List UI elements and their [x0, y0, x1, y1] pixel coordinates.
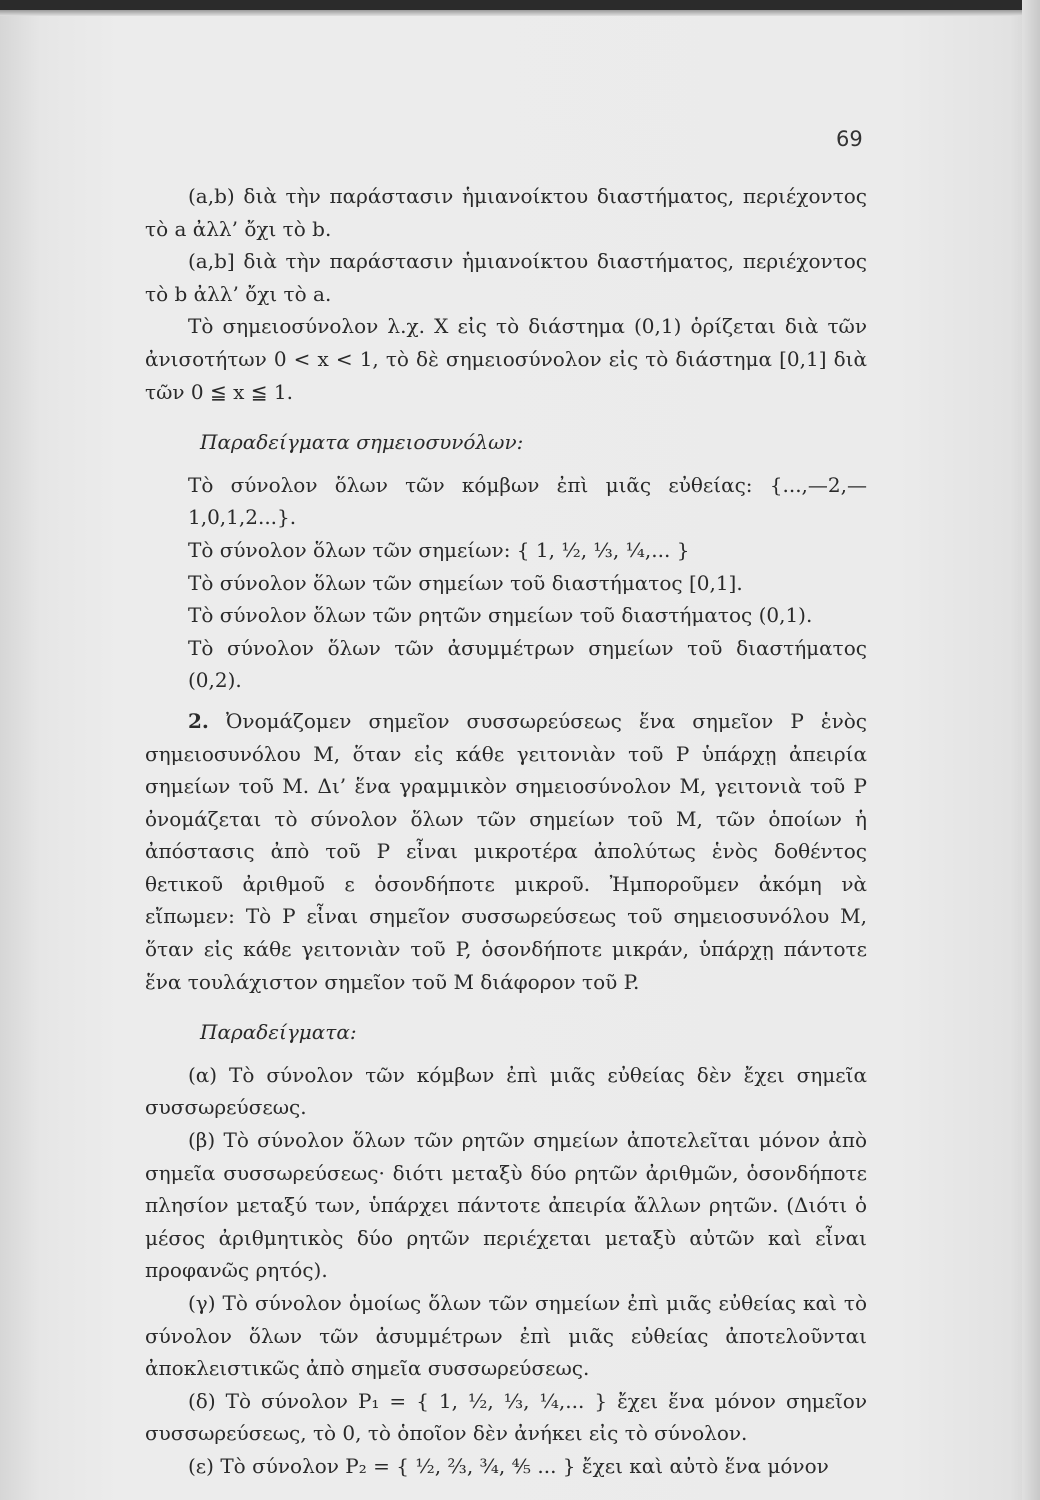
section-2-text: Ὀνομάζομεν σημεῖον συσσωρεύσεως ἕνα σημεῖον P ἑνὸς σημειοσυνόλου M, ὅταν εἰς κάθε γειτονιὰν τοῦ P ὑπάρχῃ ἀπειρία σημείων τοῦ M. Δι’ ἕνα γραμμικὸν σημειοσύνολον M, γειτονιὰ τοῦ P ὀνομάζεται τὸ σύνολον ὅλων τῶν σημείων τοῦ M, τῶν ὁποίων ἡ ἀπόστασις ἀπὸ τοῦ P εἶναι μικροτέρα ἀπολύτως ἑνὸς δοθέντος θετικοῦ ἀριθμοῦ ε ὁσονδήποτε μικροῦ. Ἠμποροῦμεν ἀκόμη νὰ εἴπωμεν: Τὸ P εἶναι σημεῖον συσσωρεύσεως τοῦ σημειοσυνόλου M, ὅταν εἰς κάθε γειτονιὰν τοῦ P, ὁσονδήποτε μικράν, ὑπάρχῃ πάντοτε ἕνα τουλάχιστον σημεῖον τοῦ M διάφορον τοῦ P. [145, 708, 867, 994]
example-irrational-points: Τὸ σύνολον ὅλων τῶν ἀσυμμέτρων σημείων τοῦ διαστήματος (0,2). [188, 635, 867, 693]
example-alpha: (α) Τὸ σύνολον τῶν κόμβων ἐπὶ μιᾶς εὐθείας δὲν ἔχει σημεῖα συσσωρεύσεως. [145, 1062, 867, 1120]
example-nodes-line: Τὸ σύνολον ὅλων τῶν κόμβων ἐπὶ μιᾶς εὐθείας: {...,—2,—1,0,1,2...}. [188, 472, 867, 530]
body-text [145, 180, 867, 1483]
spacer [145, 697, 867, 705]
example-closed-interval: Τὸ σύνολον ὅλων τῶν σημείων τοῦ διαστήματος [0,1]. [188, 570, 743, 595]
scan-top-border [0, 0, 1040, 10]
paragraph-half-open-b: (a,b] διὰ τὴν παράστασιν ἡμιανοίκτου διαστήματος, περιέχοντος τὸ b ἀλλ’ ὄχι τὸ a. [145, 249, 867, 306]
section-2-paragraph [145, 705, 867, 998]
example-epsilon: (ε) Τὸ σύνολον P₂ = { ½, ⅔, ¾, ⅘ ... } ἔχει καὶ αὐτὸ ἕνα μόνον [188, 1453, 829, 1478]
example-gamma: (γ) Τὸ σύνολον ὁμοίως ὅλων τῶν σημείων ἐπὶ μιᾶς εὐθείας καὶ τὸ σύνολον ὅλων τῶν ἀσυμμέτρων ἐπὶ μιᾶς εὐθείας ἀποτελοῦνται ἀποκλειστικῶς ἀπὸ σημεῖα συσσωρεύσεως. [145, 1291, 867, 1381]
paragraph-half-open-a: (a,b) διὰ τὴν παράστασιν ἡμιανοίκτου διαστήματος, περιέχοντος τὸ a ἀλλ’ ὄχι τὸ b. [145, 184, 867, 241]
example-fractions-set: Τὸ σύνολον ὅλων τῶν σημείων: { 1, ½, ⅓, ¼,... } [188, 537, 690, 562]
scan-top-shadow [0, 10, 1040, 16]
example-rational-points: Τὸ σύνολον ὅλων τῶν ρητῶν σημείων τοῦ διαστήματος (0,1). [188, 603, 813, 628]
example-delta: (δ) Τὸ σύνολον P₁ = { 1, ½, ⅓, ¼,... } ἔχει ἕνα μόνον σημεῖον συσσωρεύσεως, τὸ 0, τὸ ὁποῖον δὲν ἀνήκει εἰς τὸ σύνολον. [145, 1388, 867, 1446]
examples-heading-accumulation: Παραδείγματα: [200, 1020, 357, 1045]
paragraph-interval-example: Τὸ σημειοσύνολον λ.χ. X εἰς τὸ διάστημα (0,1) ὁρίζεται διὰ τῶν ἀνισοτήτων 0 < x < 1, τὸ δὲ σημειοσύνολον εἰς τὸ διάστημα [0,1] διὰ τῶν 0 ≦ x ≦ 1. [145, 314, 867, 404]
page-number: 69 [836, 127, 863, 151]
example-beta: (β) Τὸ σύνολον ὅλων τῶν ρητῶν σημείων ἀποτελεῖται μόνον ἀπὸ σημεῖα συσσωρεύσεως· διότι μεταξὺ δύο ρητῶν ἀριθμῶν, ὁσονδήποτε πλησίον μεταξύ των, ὑπάρχει πάντοτε ἀπειρία ἄλλων ρητῶν. (Διότι ὁ μέσος ἀριθμητικὸς δύο ρητῶν περιέχεται μεταξὺ αὐτῶν καὶ εἶναι προφανῶς ρητός). [145, 1128, 867, 1283]
scan-right-edge [1022, 0, 1040, 1500]
examples-heading-sets: Παραδείγματα σημειοσυνόλων: [200, 430, 524, 455]
section-2-number: 2. [188, 708, 209, 733]
